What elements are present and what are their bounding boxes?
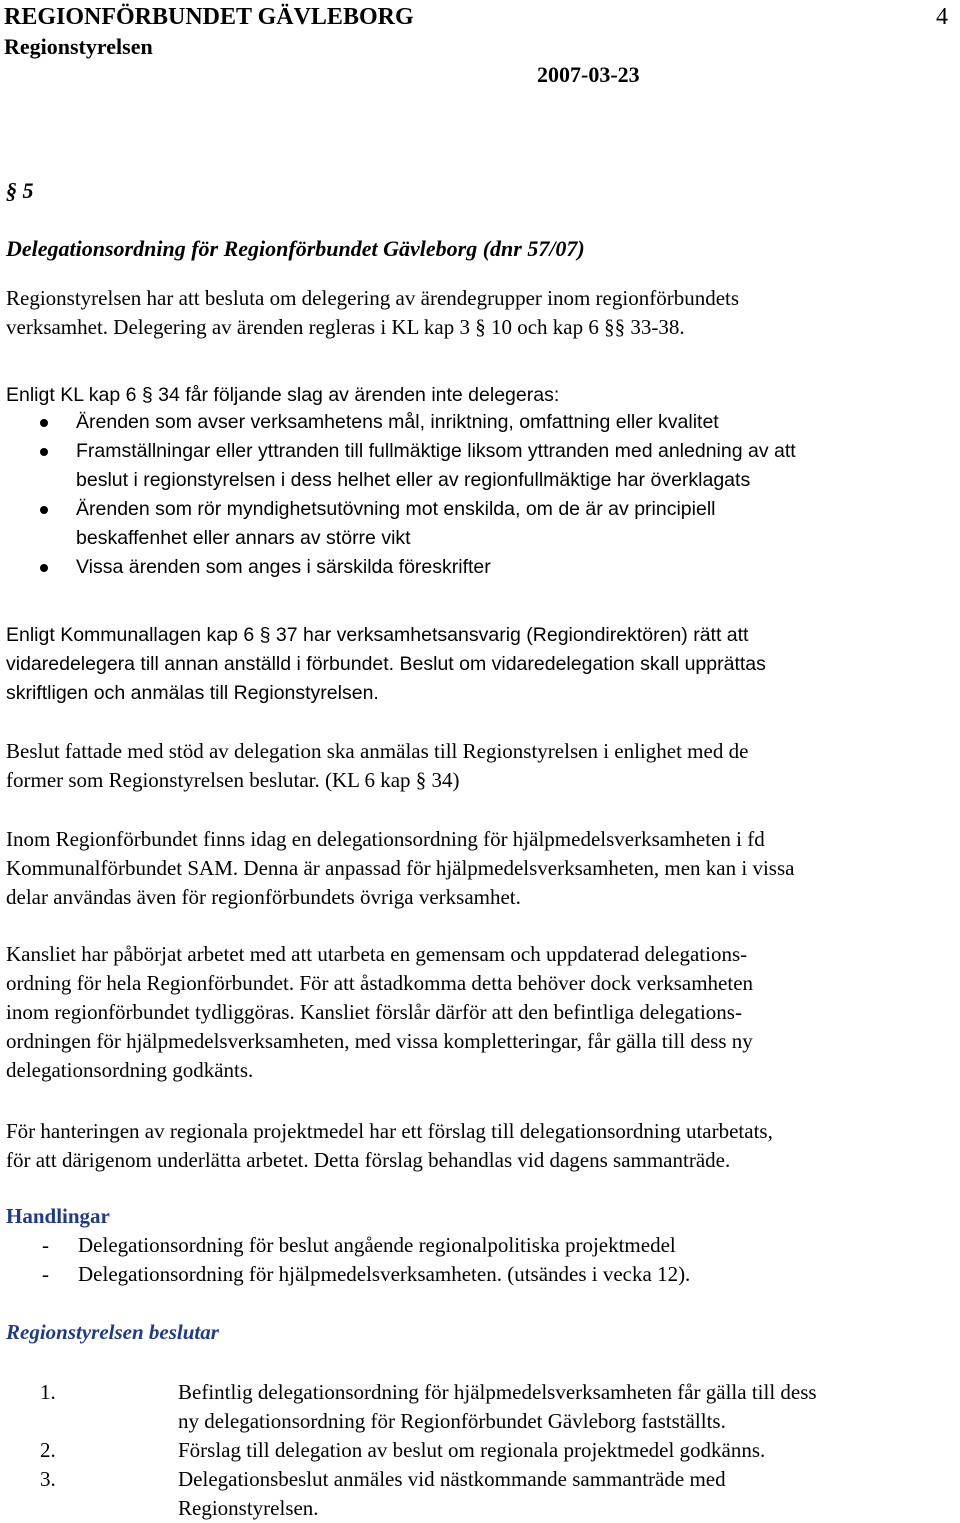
section-title: Delegationsordning för Regionförbundet Gävleborg (dnr 57/07): [6, 236, 585, 261]
text-line: inom regionförbundet tydliggöras. Kansliet förslår därför att den befintliga delegations-: [6, 1000, 742, 1024]
kl-intro: [6, 381, 956, 410]
header-subtitle: Regionstyrelsen: [4, 34, 153, 59]
bullet-icon: [40, 564, 48, 572]
kommunallagen-paragraph: [6, 621, 956, 708]
text-line: beslut i regionstyrelsen i dess helhet eller av regionfullmäktige har överklagats: [76, 469, 751, 491]
text-line: Delegationsbeslut anmäles vid nästkommande sammanträde med: [178, 1467, 726, 1491]
list-item-text: Delegationsordning för hjälpmedelsverksamheten. (utsändes i vecka 12).: [78, 1262, 691, 1286]
intro-paragraph: [6, 284, 956, 342]
text-line: för att därigenom underlätta arbetet. Detta förslag behandlas vid dagens sammanträde.: [6, 1148, 731, 1172]
list-item: [6, 1231, 690, 1260]
handlingar-list: [6, 1231, 690, 1289]
list-item-number: 3.: [40, 1467, 56, 1491]
kansliet-paragraph: [6, 940, 956, 1085]
list-item: [40, 1378, 817, 1436]
list-item: [6, 1260, 690, 1289]
text-line: Regionstyrelsen.: [178, 1496, 319, 1520]
text-line: Befintlig delegationsordning för hjälpmedelsverksamheten får gälla till dess: [178, 1380, 817, 1404]
bullet-icon: [40, 506, 48, 514]
text-line: Regionstyrelsen har att besluta om delegering av ärendegrupper inom regionförbundets: [6, 286, 740, 310]
page-number: 4: [936, 4, 948, 30]
list-item-number: 1.: [40, 1380, 56, 1404]
list-item-number: 2.: [40, 1438, 56, 1462]
dash-icon: -: [42, 1262, 49, 1286]
text-line: Framställningar eller yttranden till fullmäktige liksom yttranden med anledning av att: [76, 440, 796, 462]
text-line: former som Regionstyrelsen beslutar. (KL 6 kap § 34): [6, 768, 460, 792]
header-org-name: REGIONFÖRBUNDET GÄVLEBORG: [4, 4, 414, 30]
list-item: [0, 495, 796, 553]
list-item: [0, 437, 796, 495]
text-line: Enligt KL kap 6 § 34 får följande slag av ärenden inte delegeras:: [6, 384, 560, 406]
section-number: § 5: [6, 178, 34, 203]
dash-icon: -: [42, 1233, 49, 1257]
header-date: 2007-03-23: [537, 62, 640, 87]
hantering-paragraph: [6, 1117, 956, 1175]
text-line: Förslag till delegation av beslut om regionala projektmedel godkänns.: [178, 1438, 766, 1462]
list-item: [0, 408, 796, 437]
list-item: [40, 1436, 817, 1465]
list-item: [0, 553, 796, 582]
text-line: beskaffenhet eller annars av större vikt: [76, 527, 411, 549]
text-line: Beslut fattade med stöd av delegation ska anmälas till Regionstyrelsen i enlighet med de: [6, 739, 749, 763]
text-line: delar användas även för regionförbundets övriga verksamhet.: [6, 885, 521, 909]
bullet-icon: [40, 419, 48, 427]
list-item-text: Delegationsordning för beslut angående regionalpolitiska projektmedel: [78, 1233, 676, 1257]
beslut-paragraph: [6, 737, 956, 795]
text-line: Enligt Kommunallagen kap 6 § 37 har verksamhetsansvarig (Regiondirektören) rätt att: [6, 624, 749, 646]
text-line: ordningen för hjälpmedelsverksamheten, med vissa kompletteringar, får gälla till dess ny: [6, 1029, 753, 1053]
list-item: [40, 1465, 817, 1523]
text-line: Kommunalförbundet SAM. Denna är anpassad för hjälpmedelsverksamheten, men kan i vissa: [6, 856, 795, 880]
text-line: För hanteringen av regionala projektmedel har ett förslag till delegationsordning utarbetats,: [6, 1119, 773, 1143]
inom-paragraph: [6, 825, 956, 912]
text-line: ny delegationsordning för Regionförbundet Gävleborg fastställts.: [178, 1409, 726, 1433]
text-line: Ärenden som rör myndighetsutövning mot enskilda, om de är av principiell: [76, 498, 716, 520]
bullet-list: [0, 408, 796, 582]
text-line: skriftligen och anmälas till Regionstyrelsen.: [6, 682, 379, 704]
text-line: Inom Regionförbundet finns idag en delegationsordning för hjälpmedelsverksamheten i fd: [6, 827, 765, 851]
bullet-icon: [40, 448, 48, 456]
text-line: ordning för hela Regionförbundet. För att åstadkomma detta behöver dock verksamheten: [6, 971, 754, 995]
text-line: verksamhet. Delegering av ärenden regleras i KL kap 3 § 10 och kap 6 §§ 33-38.: [6, 315, 685, 339]
handlingar-heading: Handlingar: [6, 1204, 110, 1228]
text-line: Ärenden som avser verksamhetens mål, inriktning, omfattning eller kvalitet: [76, 411, 719, 433]
beslutar-list: [40, 1378, 817, 1523]
text-line: vidaredelegera till annan anställd i förbundet. Beslut om vidaredelegation skall upprättas: [6, 653, 766, 675]
beslutar-heading: Regionstyrelsen beslutar: [6, 1320, 219, 1344]
text-line: delegationsordning godkänts.: [6, 1058, 254, 1082]
text-line: Kansliet har påbörjat arbetet med att utarbeta en gemensam och uppdaterad delegations-: [6, 942, 748, 966]
text-line: Vissa ärenden som anges i särskilda föreskrifter: [76, 556, 491, 578]
